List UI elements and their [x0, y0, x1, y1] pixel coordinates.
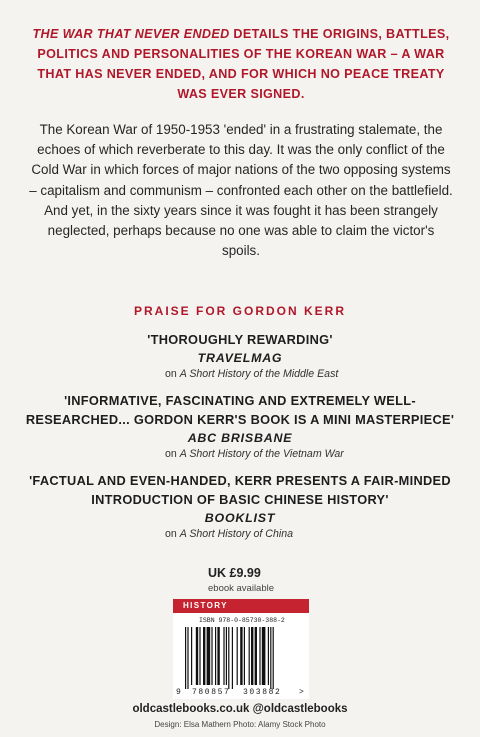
barcode-right-digits: 303882 — [243, 688, 282, 697]
barcode-bar — [262, 627, 266, 685]
reference-title: A Short History of the Vietnam War — [179, 448, 344, 460]
barcode-bar — [249, 627, 250, 685]
barcode-bar — [203, 627, 205, 685]
quote-source: ABC BRISBANE — [187, 431, 293, 445]
barcode-bar — [273, 627, 274, 689]
quote-1 — [20, 330, 460, 381]
barcode-left-digits: 780857 — [192, 688, 231, 697]
design-credits: Design: Elsa Mathern Photo: Alamy Stock Photo — [154, 720, 326, 729]
barcode-bar — [185, 627, 186, 689]
barcode-bar — [268, 627, 269, 685]
barcode-bar — [207, 627, 211, 685]
quote-text: 'INFORMATIVE, FASCINATING AND EXTREMELY WELL-RESEARCHED... GORDON KERR'S BOOK IS A MINI MASTERPIECE' — [25, 393, 455, 427]
barcode-bar — [196, 627, 198, 685]
barcode-bar — [223, 627, 224, 685]
barcode-bar — [187, 627, 188, 689]
ebook-note: ebook available — [208, 583, 275, 594]
barcode — [173, 613, 309, 699]
quote-reference: on A Short History of the Vietnam War — [165, 448, 344, 460]
barcode-bar — [255, 627, 257, 685]
barcode-bar — [270, 627, 271, 689]
category-badge: HISTORY — [173, 599, 309, 613]
reference-title: A Short History of the Middle East — [179, 368, 339, 380]
barcode-bar — [259, 627, 260, 685]
barcode-end-mark: > — [299, 688, 304, 697]
barcode-bar — [217, 627, 219, 685]
website-and-handle: oldcastlebooks.co.uk @oldcastlebooks — [132, 703, 348, 715]
barcode-bar — [215, 627, 216, 685]
reference-title: A Short History of China — [179, 528, 293, 540]
quote-reference: on A Short History of the Middle East — [165, 368, 339, 380]
quote-3 — [20, 471, 460, 541]
barcode-bar — [199, 627, 200, 685]
lead-rest: DETAILS THE ORIGINS, BATTLES, POLITICS AND PERSONALITIES OF THE KOREAN WAR – A WAR THAT HAS NEVER ENDED, AND FOR WHICH NO PEACE TREATY WAS EVER SIGNED. — [37, 27, 450, 101]
quote-text: 'FACTUAL AND EVEN-HANDED, KERR PRESENTS A FAIR-MINDED INTRODUCTION OF BASIC CHINESE HISTORY' — [29, 473, 451, 507]
barcode-bar — [211, 627, 212, 685]
quote-2 — [20, 391, 460, 461]
praise-heading: PRAISE FOR GORDON KERR — [133, 304, 346, 318]
barcode-bar — [228, 627, 229, 689]
barcode-first-digit: 9 — [176, 688, 181, 697]
quote-source: BOOKLIST — [204, 511, 276, 525]
description-paragraph: The Korean War of 1950-1953 'ended' in a frustrating stalemate, the echoes of which reverberate to this day. It was the only conflict of the Cold War in which forces of major nations of the two opposing systems – capitalism and communism – confronted each other on the battlefield. And yet, in the sixty years since it was fought it has been strangely neglected, perhaps because no one was able to claim the victor's spoils. — [29, 122, 453, 259]
barcode-bar — [226, 627, 227, 685]
quote-text: 'THOROUGHLY REWARDING' — [147, 332, 333, 347]
barcode-bar — [251, 627, 253, 685]
quote-source: TRAVELMAG — [197, 351, 283, 365]
barcode-bars — [185, 627, 297, 689]
barcode-bar — [232, 627, 233, 689]
barcode-bar — [244, 627, 245, 685]
quote-reference: on A Short History of China — [165, 528, 293, 540]
price: UK £9.99 — [208, 566, 261, 580]
barcode-bar — [191, 627, 192, 685]
barcode-bar — [237, 627, 238, 685]
barcode-bar — [240, 627, 242, 685]
lead-paragraph — [32, 24, 450, 104]
isbn-text: ISBN 978-0-85730-388-2 — [199, 617, 285, 624]
lead-title: THE WAR THAT NEVER ENDED — [32, 27, 230, 41]
